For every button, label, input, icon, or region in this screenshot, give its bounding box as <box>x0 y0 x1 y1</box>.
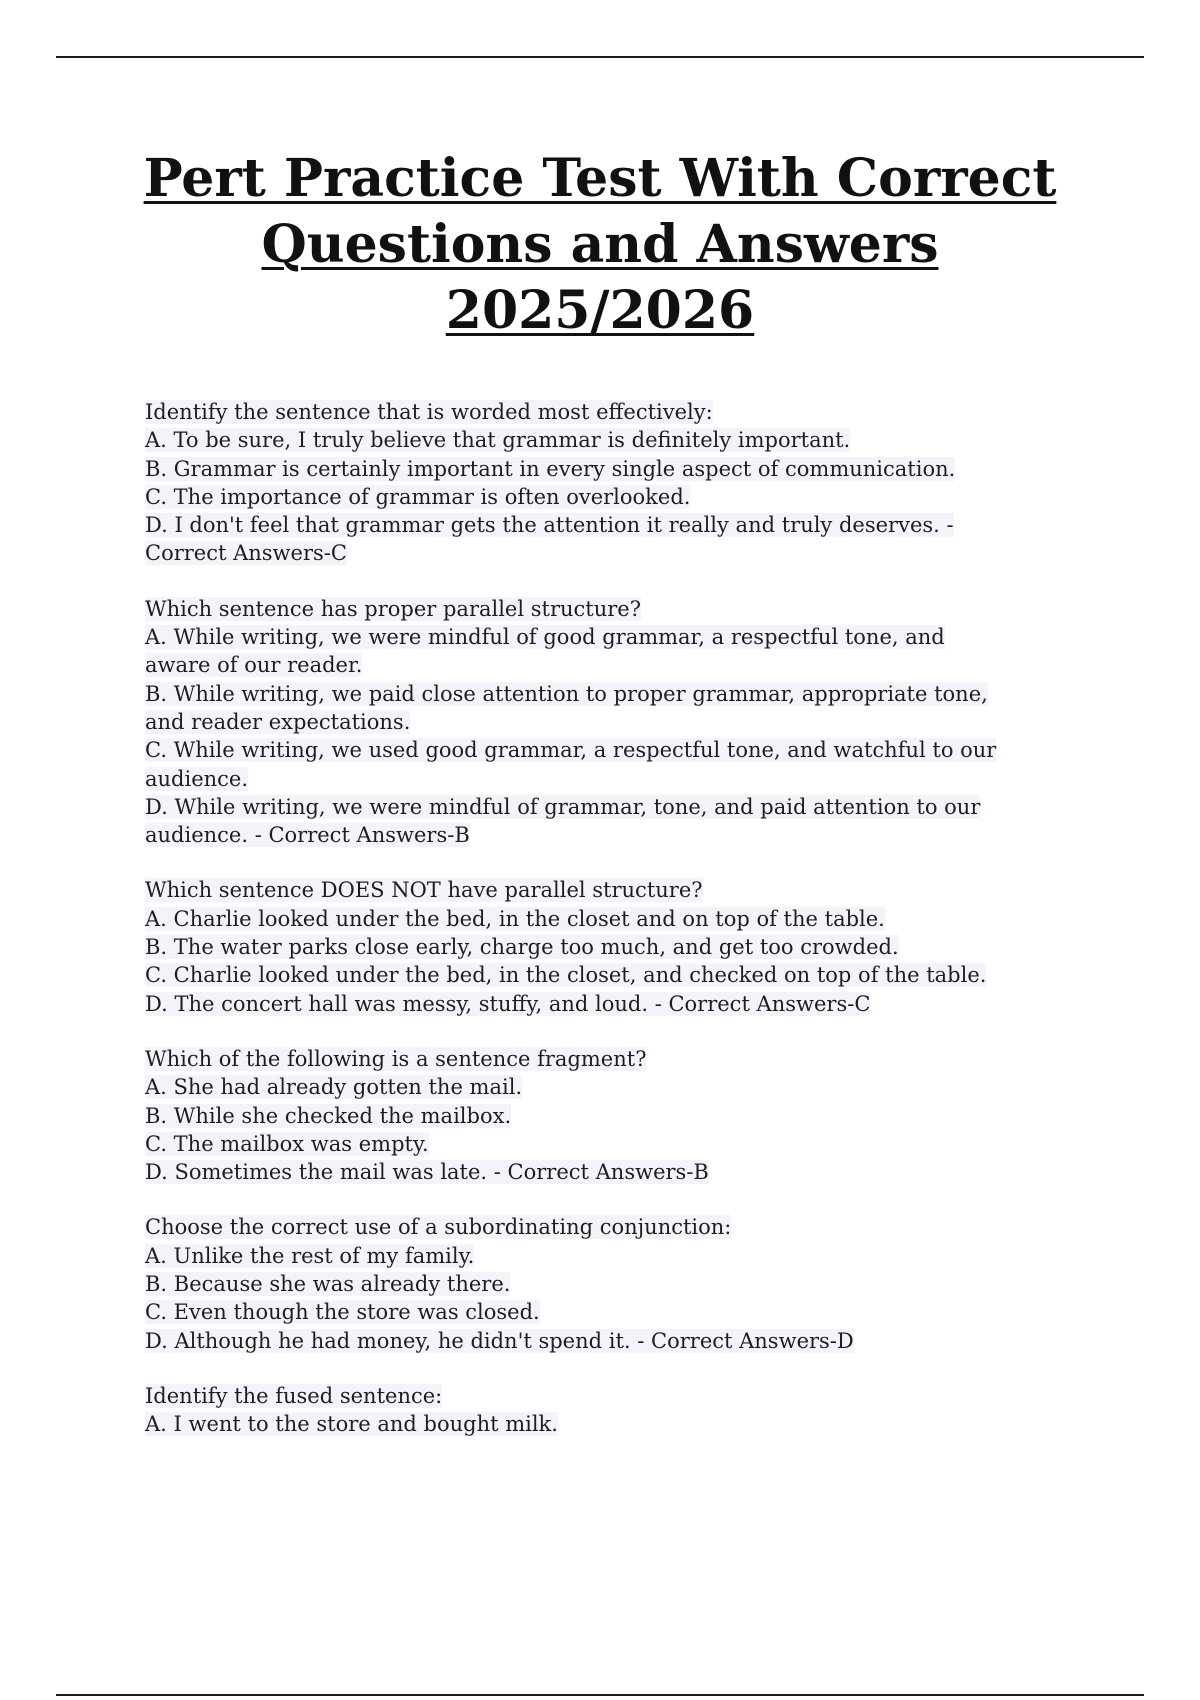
correct-answer: audience. - Correct Answers-B <box>145 823 470 848</box>
question-prompt: Which sentence has proper parallel structure? <box>145 596 641 621</box>
question-block <box>145 1045 1105 1186</box>
question-block <box>145 1382 1105 1439</box>
answer-option: A. I went to the store and bought milk. <box>145 1412 558 1437</box>
correct-answer: D. Although he had money, he didn't spend it. - Correct Answers-D <box>145 1328 854 1353</box>
answer-option: B. The water parks close early, charge too much, and get too crowded. <box>145 935 899 960</box>
question-list <box>145 398 1105 1466</box>
question-block <box>145 1213 1105 1354</box>
answer-option: C. Even though the store was closed. <box>145 1300 540 1325</box>
answer-option: C. Charlie looked under the bed, in the closet, and checked on top of the table. <box>145 963 987 988</box>
question-block <box>145 398 1105 568</box>
question-prompt: Choose the correct use of a subordinating conjunction: <box>145 1215 732 1240</box>
answer-option: C. The importance of grammar is often overlooked. <box>145 484 691 509</box>
answer-option: A. She had already gotten the mail. <box>145 1075 523 1100</box>
answer-option-continued: and reader expectations. <box>145 709 411 734</box>
title-line-1: Pert Practice Test With Correct <box>143 148 1057 209</box>
answer-option: A. Charlie looked under the bed, in the closet and on top of the table. <box>145 906 885 931</box>
answer-option: B. Because she was already there. <box>145 1272 511 1297</box>
answer-option: C. While writing, we used good grammar, a respectful tone, and watchful to our <box>145 738 997 763</box>
question-block <box>145 876 1105 1017</box>
correct-answer: D. The concert hall was messy, stuffy, and loud. - Correct Answers-C <box>145 991 871 1016</box>
answer-option: A. While writing, we were mindful of good grammar, a respectful tone, and <box>145 625 945 650</box>
answer-option: B. While writing, we paid close attention to proper grammar, appropriate tone, <box>145 681 988 706</box>
answer-option: B. While she checked the mailbox. <box>145 1103 512 1128</box>
correct-answer: D. Sometimes the mail was late. - Correct Answers-B <box>145 1160 709 1185</box>
title-line-2: Questions and Answers <box>261 214 939 275</box>
correct-answer: Correct Answers-C <box>145 541 347 566</box>
answer-option: D. While writing, we were mindful of grammar, tone, and paid attention to our <box>145 794 981 819</box>
answer-option: B. Grammar is certainly important in every single aspect of communication. <box>145 456 956 481</box>
answer-option: D. I don't feel that grammar gets the attention it really and truly deserves. - <box>145 513 954 538</box>
bottom-divider <box>56 1694 1144 1696</box>
document-title <box>100 146 1100 344</box>
answer-option: A. To be sure, I truly believe that grammar is definitely important. <box>145 428 851 453</box>
question-prompt: Which of the following is a sentence fragment? <box>145 1046 647 1071</box>
answer-option-continued: audience. <box>145 766 249 791</box>
question-prompt: Identify the fused sentence: <box>145 1383 443 1408</box>
answer-option-continued: aware of our reader. <box>145 653 363 678</box>
top-divider <box>56 56 1144 58</box>
question-block <box>145 595 1105 850</box>
question-prompt: Identify the sentence that is worded most effectively: <box>145 400 713 424</box>
answer-option: C. The mailbox was empty. <box>145 1131 429 1156</box>
title-line-3: 2025/2026 <box>445 280 755 341</box>
question-prompt: Which sentence DOES NOT have parallel structure? <box>145 878 703 903</box>
answer-option: A. Unlike the rest of my family. <box>145 1243 475 1268</box>
